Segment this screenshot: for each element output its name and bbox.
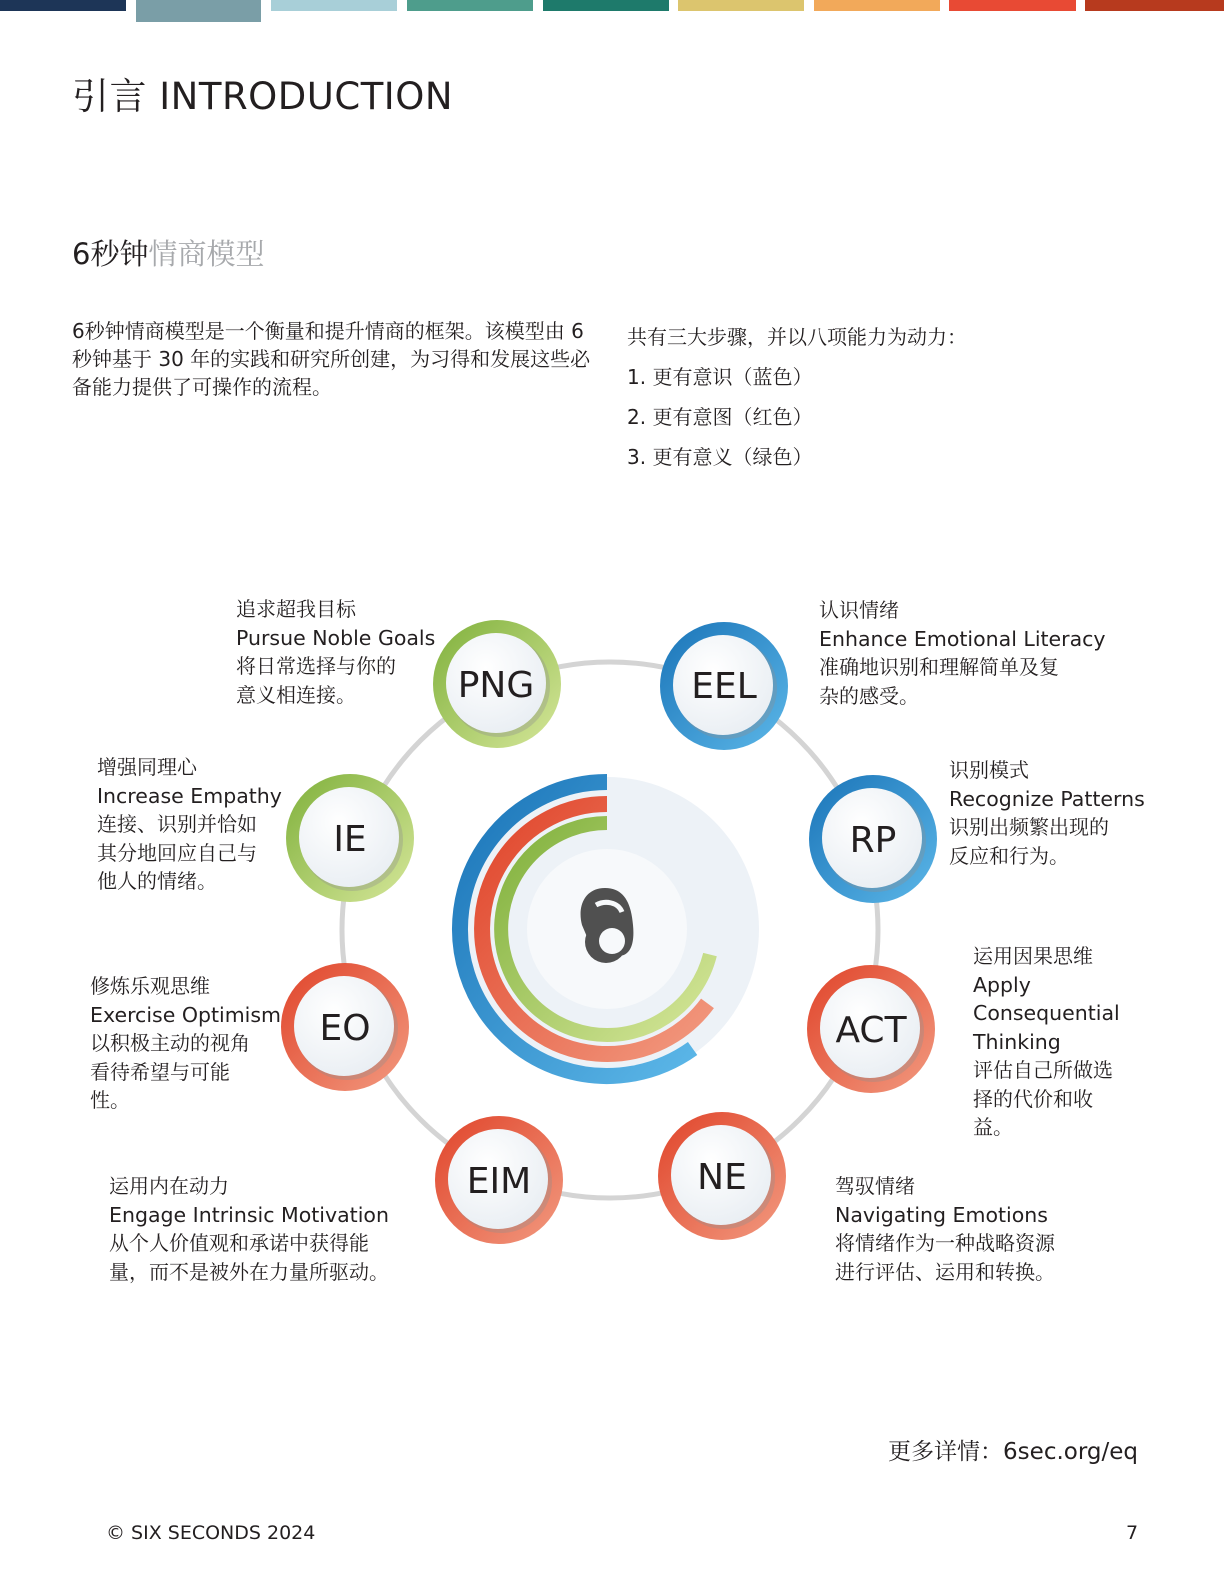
competency-desc: 将情绪作为一种战略资源进行评估、运用和转换。 [835, 1231, 1055, 1284]
competency-zh: 识别模式 [949, 758, 1029, 782]
six-seconds-logo-icon [581, 888, 634, 963]
competency-label-eo [90, 972, 280, 1115]
competency-label-ne [835, 1172, 1095, 1286]
competency-desc: 评估自己所做选择的代价和收益。 [973, 1058, 1113, 1139]
competency-desc: 以积极主动的视角看待希望与可能性。 [90, 1031, 250, 1112]
competency-code-act: ACT [835, 1010, 907, 1051]
footer-page-number: 7 [1126, 1522, 1139, 1544]
section-title-light: 情商模型 [148, 237, 265, 271]
competency-code-eel: EEL [691, 666, 757, 707]
competency-label-rp [949, 756, 1159, 870]
section-title-dark: 6秒钟 [72, 237, 149, 271]
competency-code-png: PNG [457, 665, 535, 706]
competency-code-rp: RP [849, 820, 897, 861]
step-item: 1. 更有意识（蓝色） [627, 365, 813, 389]
center-model-rings [455, 777, 759, 1081]
competency-zh: 运用内在动力 [109, 1174, 229, 1198]
competency-desc: 识别出频繁出现的反应和行为。 [949, 815, 1109, 868]
competency-desc: 将日常选择与你的意义相连接。 [236, 654, 396, 707]
competency-label-ie [97, 753, 287, 896]
competency-en: Pursue Noble Goals [236, 625, 436, 650]
footer-copyright: © SIX SECONDS 2024 [106, 1522, 316, 1544]
competency-circle-ie [286, 774, 414, 902]
competency-zh: 追求超我目标 [236, 597, 356, 621]
competency-circle-act [807, 965, 935, 1093]
competency-label-act [973, 942, 1133, 1142]
competency-label-eel [819, 596, 1119, 710]
competency-en: Apply Consequential Thinking [973, 972, 1120, 1054]
competency-en: Recognize Patterns [949, 786, 1145, 811]
competency-code-eo: EO [319, 1008, 371, 1049]
intro-paragraph: 6秒钟情商模型是一个衡量和提升情商的框架。该模型由 6 秒钟基于 30 年的实践和研究所创建，为习得和发展这些必备能力提供了可操作的流程。 [72, 319, 591, 399]
competency-en: Increase Empathy [97, 783, 282, 808]
competency-circle-png [433, 620, 561, 748]
competency-en: Engage Intrinsic Motivation [109, 1202, 389, 1227]
competency-zh: 修炼乐观思维 [90, 974, 210, 998]
competency-zh: 驾驭情绪 [835, 1174, 915, 1198]
more-info-link[interactable]: 更多详情：6sec.org/eq [888, 1439, 1138, 1465]
step-item: 2. 更有意图（红色） [627, 405, 813, 429]
competency-zh: 运用因果思维 [973, 944, 1093, 968]
competency-label-eim [109, 1172, 409, 1286]
competency-en: Enhance Emotional Literacy [819, 626, 1106, 651]
competency-en: Navigating Emotions [835, 1202, 1048, 1227]
competency-circle-rp [809, 775, 937, 903]
competency-desc: 从个人价值观和承诺中获得能量，而不是被外在力量所驱动。 [109, 1231, 389, 1284]
competency-zh: 增强同理心 [97, 755, 197, 779]
competency-circle-eel [660, 622, 788, 750]
competency-code-eim: EIM [466, 1161, 532, 1202]
competency-circle-eim [435, 1116, 563, 1244]
competency-en: Exercise Optimism [90, 1002, 282, 1027]
competency-circle-ne [658, 1112, 786, 1240]
competency-zh: 认识情绪 [819, 598, 899, 622]
competency-desc: 连接、识别并恰如其分地回应自己与他人的情绪。 [97, 812, 257, 893]
steps-intro: 共有三大步骤，并以八项能力为动力： [627, 325, 967, 349]
competency-code-ne: NE [697, 1157, 747, 1198]
page-header-title: 引言 INTRODUCTION [72, 75, 454, 118]
competency-label-png [236, 595, 436, 709]
competency-desc: 准确地识别和理解简单及复杂的感受。 [819, 655, 1059, 708]
competency-code-ie: IE [333, 819, 367, 860]
step-item: 3. 更有意义（绿色） [627, 445, 813, 469]
competency-circle-eo [281, 963, 409, 1091]
